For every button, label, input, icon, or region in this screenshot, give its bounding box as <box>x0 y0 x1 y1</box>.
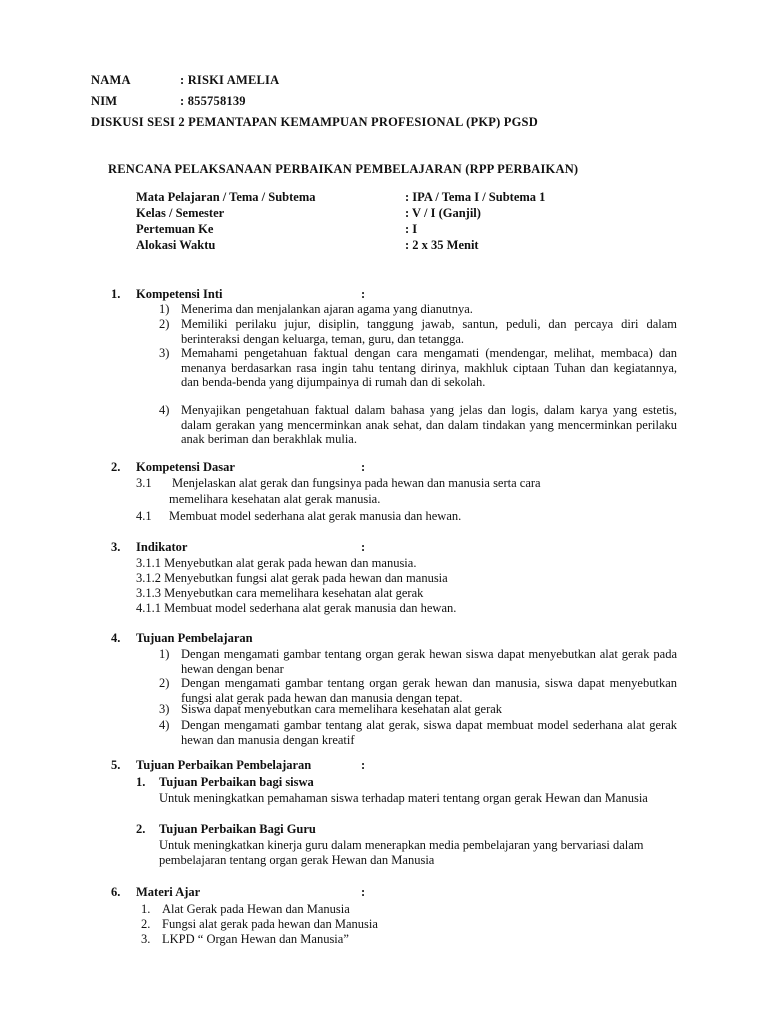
list-number: 2. <box>141 917 151 931</box>
subsection-number: 2. <box>136 822 146 836</box>
list-item: 3.1.2 Menyebutkan fungsi alat gerak pada hewan dan manusia <box>136 571 448 585</box>
list-item: Menyajikan pengetahuan faktual dalam bahasa yang jelas dan logis, dalam karya yang estetis, dalam gerakan yang mencerminkan anak sehat, dan dalam tindakan yang mencerminkan perilaku anak beriman dan berakhlak mulia. <box>181 403 677 446</box>
section-number: 3. <box>111 540 121 554</box>
list-item: Fungsi alat gerak pada hewan dan Manusia <box>162 917 378 931</box>
list-item: 4.1.1 Membuat model sederhana alat gerak manusia dan hewan. <box>136 601 457 615</box>
list-item: 3.1.3 Menyebutkan cara memelihara kesehatan alat gerak <box>136 586 424 600</box>
section-title-indikator: Indikator <box>136 540 188 554</box>
list-item: Dengan mengamati gambar tentang alat gerak, siswa dapat membuat model sederhana alat gerak hewan dan manusia dengan kreatif <box>181 718 677 747</box>
info-label-alokasi: Alokasi Waktu <box>136 238 216 252</box>
info-value-kelas: : V / I (Ganjil) <box>405 206 481 220</box>
section-title-ki: Kompetensi Inti <box>136 287 223 301</box>
list-number: 4) <box>159 718 170 732</box>
list-item: Alat Gerak pada Hewan dan Manusia <box>162 902 350 916</box>
list-item: Membuat model sederhana alat gerak manusia dan hewan. <box>169 509 462 523</box>
info-value-mapel: : IPA / Tema I / Subtema 1 <box>405 190 546 204</box>
info-value-pertemuan: : I <box>405 222 418 236</box>
discussion-title: DISKUSI SESI 2 PEMANTAPAN KEMAMPUAN PROFESIONAL (PKP) PGSD <box>91 115 538 129</box>
list-item: Menjelaskan alat gerak dan fungsinya pada hewan dan manusia serta cara <box>172 476 541 490</box>
section-colon: : <box>361 540 366 554</box>
section-title-tujuan-perbaikan: Tujuan Perbaikan Pembelajaran <box>136 758 312 772</box>
section-title-kd: Kompetensi Dasar <box>136 460 235 474</box>
subsection-title-siswa: Tujuan Perbaikan bagi siswa <box>159 775 314 789</box>
subsection-text: Untuk meningkatkan pemahaman siswa terhadap materi tentang organ gerak Hewan dan Manusia <box>159 791 648 805</box>
subsection-number: 1. <box>136 775 146 789</box>
list-item: 3.1.1 Menyebutkan alat gerak pada hewan dan manusia. <box>136 556 417 570</box>
list-number: 3) <box>159 346 170 360</box>
list-item: Dengan mengamati gambar tentang organ gerak hewan dan manusia, siswa dapat menyebutkan fungsi alat gerak pada hewan dan manusia dengan tepat. <box>181 676 677 705</box>
list-item: Menerima dan menjalankan ajaran agama yang dianutnya. <box>181 302 473 316</box>
nim-label: NIM <box>91 94 118 108</box>
list-number: 3.1 <box>136 476 152 490</box>
section-colon: : <box>361 758 366 772</box>
section-title-materi: Materi Ajar <box>136 885 201 899</box>
nama-label: NAMA <box>91 73 131 87</box>
list-item: LKPD “ Organ Hewan dan Manusia” <box>162 932 349 946</box>
section-number: 4. <box>111 631 121 645</box>
list-item: Siswa dapat menyebutkan cara memelihara kesehatan alat gerak <box>181 702 503 716</box>
section-number: 5. <box>111 758 121 772</box>
list-number: 1) <box>159 647 170 661</box>
list-item: Dengan mengamati gambar tentang organ gerak hewan siswa dapat menyebutkan alat gerak pada hewan dengan benar <box>181 647 677 676</box>
section-title-tujuan: Tujuan Pembelajaran <box>136 631 253 645</box>
list-number: 4) <box>159 403 170 417</box>
section-colon: : <box>361 287 366 301</box>
list-item: Memahami pengetahuan faktual dengan cara mengamati (mendengar, melihat, membaca) dan menanya berdasarkan rasa ingin tahu tentang dirinya, makhluk ciptaan Tuhan dan kegiatannya, dan benda-benda yang dijumpainya di rumah dan di sekolah. <box>181 346 677 389</box>
list-number: 2) <box>159 676 170 690</box>
list-number: 1) <box>159 302 170 316</box>
info-label-pertemuan: Pertemuan Ke <box>136 222 214 236</box>
subsection-title-guru: Tujuan Perbaikan Bagi Guru <box>159 822 316 836</box>
section-colon: : <box>361 460 366 474</box>
section-number: 6. <box>111 885 121 899</box>
nim-value: : 855758139 <box>180 94 246 108</box>
list-item: Memiliki perilaku jujur, disiplin, tanggung jawab, santun, peduli, dan percaya diri dalam berinteraksi dengan keluarga, teman, guru, dan tetangga. <box>181 317 677 346</box>
list-item-continuation: memelihara kesehatan alat gerak manusia. <box>169 492 381 506</box>
list-number: 1. <box>141 902 151 916</box>
section-number: 2. <box>111 460 121 474</box>
section-number: 1. <box>111 287 121 301</box>
document-title: RENCANA PELAKSANAAN PERBAIKAN PEMBELAJARAN (RPP PERBAIKAN) <box>108 162 579 176</box>
list-number: 3. <box>141 932 151 946</box>
info-value-alokasi: : 2 x 35 Menit <box>405 238 479 252</box>
list-number: 2) <box>159 317 170 331</box>
info-label-kelas: Kelas / Semester <box>136 206 225 220</box>
subsection-text: Untuk meningkatkan kinerja guru dalam menerapkan media pembelajaran yang bervariasi dalam pembelajaran tentang organ gerak Hewan dan Manusia <box>159 838 644 867</box>
info-label-mapel: Mata Pelajaran / Tema / Subtema <box>136 190 316 204</box>
list-number: 4.1 <box>136 509 152 523</box>
list-number: 3) <box>159 702 170 716</box>
section-colon: : <box>361 885 366 899</box>
nama-value: : RISKI AMELIA <box>180 73 280 87</box>
